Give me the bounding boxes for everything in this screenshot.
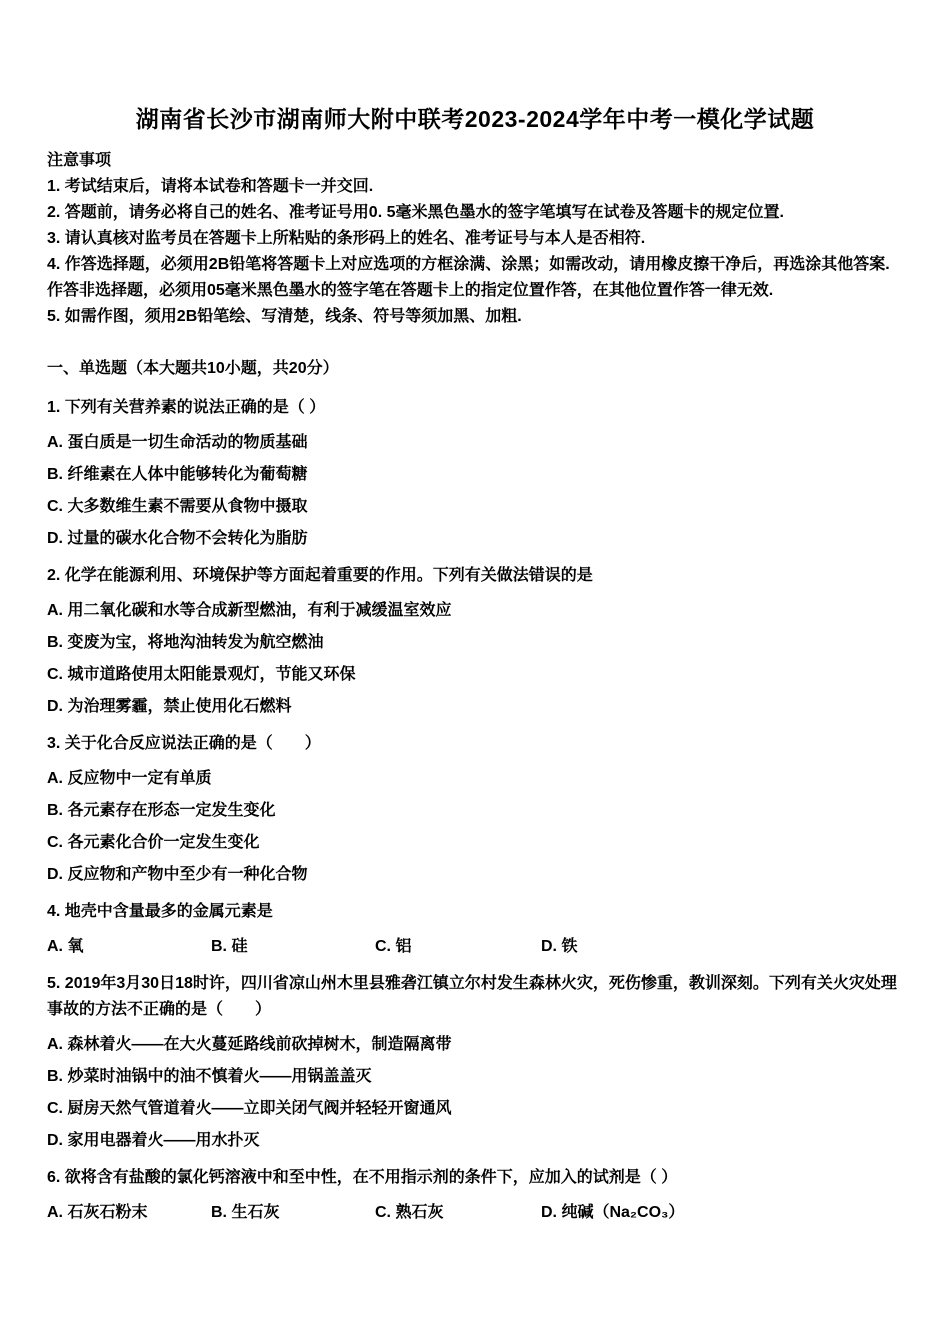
question-options-row: [47, 1203, 903, 1223]
question-option: B. 纤维素在人体中能够转化为葡萄糖: [47, 466, 308, 483]
question-option: C. 熟石灰: [375, 1204, 444, 1221]
notice-section: [47, 148, 903, 330]
question-option: D. 铁: [541, 938, 578, 955]
notice-item: 1. 考试结束后，请将本试卷和答题卡一并交回.: [47, 178, 374, 195]
question-option: D. 为治理雾霾，禁止使用化石燃料: [47, 698, 292, 715]
notice-item: 2. 答题前，请务必将自己的姓名、准考证号用0. 5毫米黑色墨水的签字笔填写在试卷及答题卡的规定位置.: [47, 204, 784, 221]
question-option: A. 蛋白质是一切生命活动的物质基础: [47, 434, 308, 451]
question-option: C. 大多数维生素不需要从食物中摄取: [47, 498, 308, 515]
question-option: C. 铝: [375, 938, 412, 955]
question-option: A. 用二氧化碳和水等合成新型燃油，有利于减缓温室效应: [47, 602, 452, 619]
section-heading: 一、单选题（本大题共10小题，共20分）: [47, 360, 339, 377]
question-option: A. 森林着火——在大火蔓延路线前砍掉树木，制造隔离带: [47, 1036, 452, 1053]
question-option: B. 生石灰: [211, 1204, 280, 1221]
question-stem: 3. 关于化合反应说法正确的是（ ）: [47, 735, 321, 752]
question-6: [47, 1165, 903, 1223]
page-title: 湖南省长沙市湖南师大附中联考2023-2024学年中考一模化学试题: [135, 106, 815, 132]
notice-item: 3. 请认真核对监考员在答题卡上所粘贴的条形码上的姓名、准考证号与本人是否相符.: [47, 230, 646, 247]
notice-list: [47, 174, 903, 330]
question-option: B. 炒菜时油锅中的油不慎着火——用锅盖盖灭: [47, 1068, 372, 1085]
question-3: [47, 731, 903, 885]
question-5: [47, 971, 903, 1151]
question-list: [47, 395, 903, 1223]
question-stem: 2. 化学在能源利用、环境保护等方面起着重要的作用。下列有关做法错误的是: [47, 567, 593, 584]
question-option: A. 反应物中一定有单质: [47, 770, 212, 787]
question-stem: 1. 下列有关营养素的说法正确的是（ ）: [47, 399, 326, 416]
question-4: [47, 899, 903, 957]
question-stem: 5. 2019年3月30日18时许，四川省凉山州木里县雅砻江镇立尔村发生森林火灾，死伤惨重，教训深刻。下列有关火灾处理事故的方法不正确的是（ ）: [47, 975, 897, 1018]
question-2: [47, 563, 903, 717]
notice-item: 5. 如需作图，须用2B铅笔绘、写清楚，线条、符号等须加黑、加粗.: [47, 308, 522, 325]
question-option: B. 变废为宝，将地沟油转发为航空燃油: [47, 634, 324, 651]
notice-heading: 注意事项: [47, 152, 112, 169]
question-option: A. 石灰石粉末: [47, 1204, 148, 1221]
question-option: C. 各元素化合价一定发生变化: [47, 834, 260, 851]
question-option: D. 纯碱（Na₂CO₃）: [541, 1204, 685, 1221]
question-option: B. 硅: [211, 938, 248, 955]
question-option: C. 厨房天然气管道着火——立即关闭气阀并轻轻开窗通风: [47, 1100, 452, 1117]
question-option: B. 各元素存在形态一定发生变化: [47, 802, 276, 819]
question-option: D. 过量的碳水化合物不会转化为脂肪: [47, 530, 308, 547]
question-stem: 6. 欲将含有盐酸的氯化钙溶液中和至中性，在不用指示剂的条件下，应加入的试剂是（ ）: [47, 1169, 678, 1186]
notice-item: 4. 作答选择题，必须用2B铅笔将答题卡上对应选项的方框涂满、涂黑；如需改动，请用橡皮擦干净后，再选涂其他答案. 作答非选择题，必须用05毫米黑色墨水的签字笔在答题卡上的指定位置作答，在其他位置作答一律无效.: [47, 256, 890, 299]
question-option: D. 家用电器着火——用水扑灭: [47, 1132, 260, 1149]
question-option: D. 反应物和产物中至少有一种化合物: [47, 866, 308, 883]
question-1: [47, 395, 903, 549]
question-option: C. 城市道路使用太阳能景观灯，节能又环保: [47, 666, 356, 683]
question-option: A. 氧: [47, 938, 84, 955]
question-stem: 4. 地壳中含量最多的金属元素是: [47, 903, 273, 920]
question-options-row: [47, 937, 903, 957]
